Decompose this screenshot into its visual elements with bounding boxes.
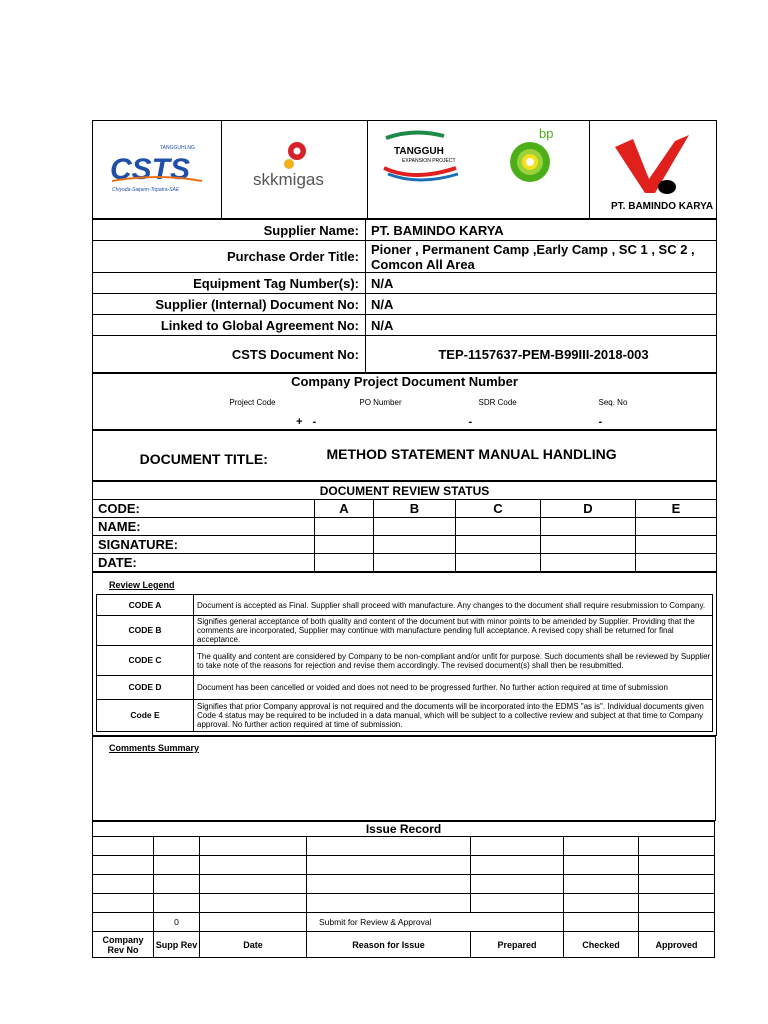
global-agreement-value: N/A (366, 315, 717, 336)
issue-header-approved: Approved (639, 932, 715, 958)
csts-doc-value: TEP-1157637-PEM-B99III-2018-003 (366, 336, 717, 373)
legend-desc-d: Document has been cancelled or voided and does not need to be progressed further. No further action required at time of submission (194, 676, 713, 700)
legend-code-e: Code E (97, 700, 194, 732)
po-title-value: Pioner , Permanent Camp ,Early Camp , SC 1 , SC 2 , Comcon All Area (366, 241, 717, 273)
comments-summary-table (92, 736, 716, 821)
issue-header-checked: Checked (564, 932, 639, 958)
review-legend-title: Review Legend (93, 573, 717, 595)
document-cover-sheet (92, 120, 716, 958)
document-title-label: DOCUMENT TITLE: (93, 431, 315, 481)
legend-code-a: CODE A (97, 595, 194, 616)
po-dash: - (313, 416, 449, 430)
legend-desc-e: Signifies that prior Company approval is not required and the documents will be incorporated into the EDMS "as is". Individual documents given Code 4 status may be required to be included in a data manual, which will be subject to a collective review and subject at that time to Company approval. No further action required at time of submission. (194, 700, 713, 732)
issue-reason: Submit for Review & Approval (307, 913, 564, 932)
issue-header-date: Date (200, 932, 307, 958)
legend-code-c: CODE C (97, 646, 194, 676)
project-code-plus: + (193, 416, 313, 430)
logo-band (92, 120, 717, 219)
review-code-a: A (315, 500, 374, 518)
csts-doc-label: CSTS Document No: (93, 336, 366, 373)
project-code-header: Project Code (229, 398, 276, 407)
po-number-header: PO Number (359, 398, 402, 407)
bamindo-logo-cell (590, 121, 717, 219)
supplier-name-label: Supplier Name: (93, 220, 366, 241)
document-title-table (92, 430, 717, 481)
issue-header-row (93, 932, 715, 958)
legend-desc-a: Document is accepted as Final. Supplier shall proceed with manufacture. Any changes to the document shall require resubmission to Company. (194, 595, 713, 616)
issue-header-prepared: Prepared (471, 932, 564, 958)
tangguh-bp-logo-cell (368, 121, 590, 219)
supplier-doc-label: Supplier (Internal) Document No: (93, 294, 366, 315)
review-code-e: E (636, 500, 717, 518)
supplier-doc-value: N/A (366, 294, 717, 315)
sdr-code-header: SDR Code (478, 398, 517, 407)
review-code-label: CODE: (93, 500, 315, 518)
issue-header-company-rev: Company Rev No (93, 932, 154, 958)
skkmigas-logo (245, 137, 345, 197)
bp-logo (510, 126, 553, 182)
supplier-name-value: PT. BAMINDO KARYA (366, 220, 717, 241)
issue-row-empty-4 (93, 894, 715, 913)
review-signature-label: SIGNATURE: (93, 536, 315, 554)
issue-row-empty-3 (93, 875, 715, 894)
legend-code-b: CODE B (97, 616, 194, 646)
bp-text: bp (538, 126, 553, 141)
review-date-label: DATE: (93, 554, 315, 572)
tangguh-bp-logos (374, 122, 584, 212)
skkmigas-logo-cell (222, 121, 368, 219)
legend-desc-b: Signifies general acceptance of both quality and content of the document but with minor points to be amended by Supplier. Providing that the comments are incorporated, Supplier may continue with manufacture pending full acceptance. A revised copy shall be returned for final acceptance. (194, 616, 713, 646)
skkmigas-text: skkmigas (252, 170, 324, 189)
review-name-label: NAME: (93, 518, 315, 536)
document-title-value: METHOD STATEMENT MANUAL HANDLING (315, 431, 717, 481)
tangguh-sub-text: EXPANSION PROJECT (401, 158, 456, 164)
tag-number-value: N/A (366, 273, 717, 294)
review-status-table (92, 481, 717, 572)
review-code-c: C (456, 500, 541, 518)
supplier-info-table (92, 219, 717, 373)
issue-header-reason: Reason for Issue (307, 932, 471, 958)
bamindo-logo (593, 121, 713, 213)
review-code-d: D (541, 500, 636, 518)
company-project-doc-number (92, 373, 717, 430)
review-status-title: DOCUMENT REVIEW STATUS (93, 482, 717, 500)
review-legend-table (92, 572, 717, 736)
review-code-b: B (374, 500, 456, 518)
sdr-dash: - (449, 416, 599, 430)
csts-logo-cell (93, 121, 222, 219)
po-title-label: Purchase Order Title: (93, 241, 366, 273)
csts-tagline: Chiyoda-Saipem-Tripatra-SAE (112, 187, 180, 193)
issue-row-0 (93, 913, 715, 932)
issue-record-table (92, 821, 715, 958)
cpdn-title: Company Project Document Number (93, 374, 717, 390)
legend-code-d: CODE D (97, 676, 194, 700)
tangguh-logo (384, 132, 458, 180)
issue-supp-rev: 0 (154, 913, 200, 932)
issue-row-empty-2 (93, 856, 715, 875)
csts-top-text: TANGGUHLNG (160, 145, 195, 151)
tangguh-text: TANGGUH (393, 146, 444, 157)
csts-brand-text: CSTS (110, 153, 191, 186)
issue-record-title: Issue Record (93, 822, 715, 837)
seq-no-header: Seq. No (599, 390, 717, 416)
legend-desc-c: The quality and content are considered by Company to be non-compliant and/or unfit for purpose. Such documents shall be reviewed by Supplier to take note of the reasons for rejection and revise them accordingly. The revised document(s) shall then be resubmitted. (194, 646, 713, 676)
csts-logo (102, 137, 212, 197)
issue-row-empty-1 (93, 837, 715, 856)
seq-dash: - (599, 416, 717, 430)
comments-summary-title: Comments Summary (93, 737, 716, 821)
issue-header-supp-rev: Supp Rev (154, 932, 200, 958)
bamindo-text: PT. BAMINDO KARYA (611, 201, 713, 212)
tag-number-label: Equipment Tag Number(s): (93, 273, 366, 294)
global-agreement-label: Linked to Global Agreement No: (93, 315, 366, 336)
